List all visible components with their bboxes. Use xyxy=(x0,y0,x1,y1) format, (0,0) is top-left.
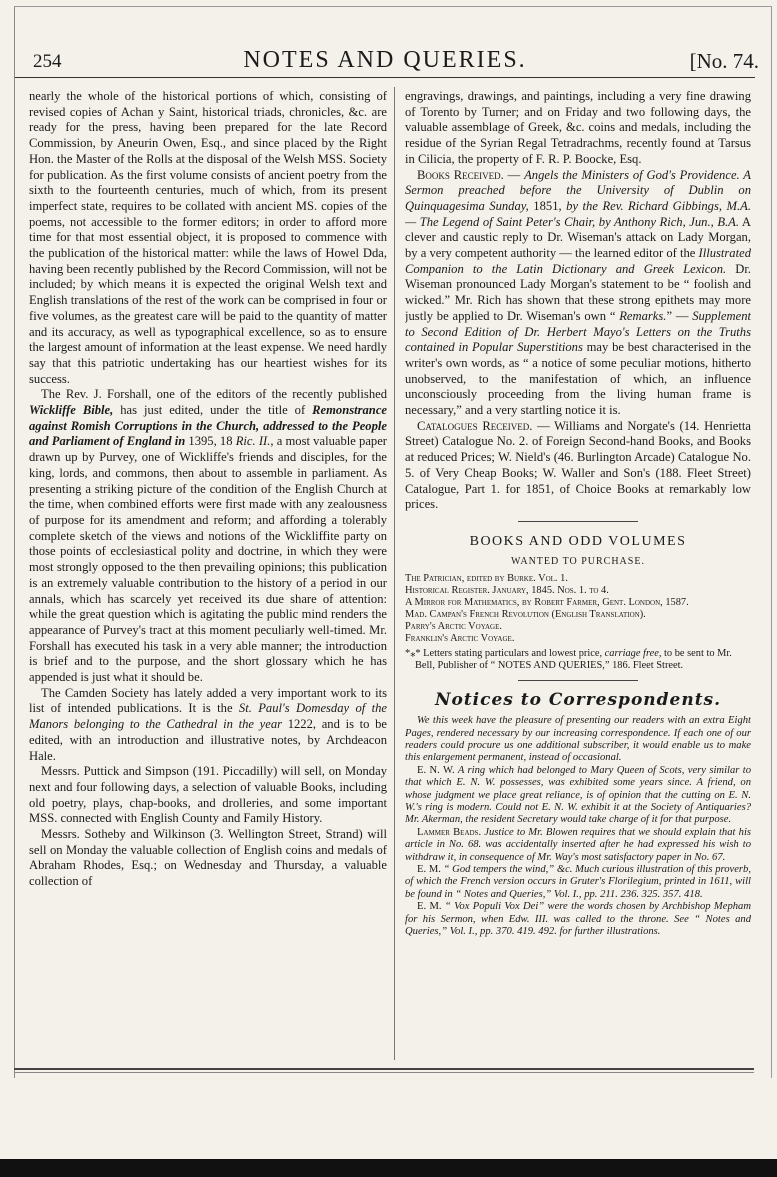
paragraph-sotheby: Messrs. Sotheby and Wilkinson (3. Wellington Street, Strand) will sell on Monday the valuable collection of English coins and medals of Abraham Rhodes, Esq.; on Wednesday and Thursday, a valuable collection of xyxy=(29,827,387,889)
left-column xyxy=(29,89,387,1058)
wanted-list xyxy=(405,573,751,672)
list-item: Mad. Campan's French Revolution (English Translation). xyxy=(405,609,646,621)
page-frame xyxy=(14,6,772,1078)
section-rule xyxy=(518,521,638,522)
bottom-rule xyxy=(14,1068,754,1070)
letters-instructions: *⁎* Letters stating particulars and lowest price, carriage free, to be sent to Mr. Bell, Publisher of “ NOTES AND QUERIES,” 186. Fleet Street. xyxy=(405,648,732,672)
notice-extra-pages: We this week have the pleasure of presenting our readers with an extra Eight Pages, rendered necessary by our increasing correspondence. If each one of our readers could procure us one additional subscriber, it would enable us to make this enlargement permanent, instead of occasional. xyxy=(405,715,751,764)
books-heading: BOOKS AND ODD VOLUMES xyxy=(469,533,687,549)
paragraph-puttick-simpson: Messrs. Puttick and Simpson (191. Piccadilly) will sell, on Monday next and four following days, a selection of valuable Books, including old poetry, plays, chap-books, and drolleries, and some important MSS. connected with English County and Family History. xyxy=(29,764,387,826)
paragraph-camden-society: The Camden Society has lately added a very important work to its list of intended publications. It is the St. Paul's Domesday of the Manors belonging to the Cathedral in the year 1222, and is to be edited, with an introduction and illustrative notes, by Archdeacon Hale. xyxy=(29,685,387,763)
paragraph-welsh-mss: nearly the whole of the historical portions of which, consisting of revised copies of Achan y Saint, historical triads, chronicles, &c. are ready for the press, having been prepared for the late Record Commission, by Aneurin Owen, Esq., and since placed by the Right Hon. the Master of the Rolls at the disposal of the Welsh MSS. Society for publication. As the first volume consists of ancient poetry from the sixth to the fourteenth centuries, much of which, from its present imperfect state, requires to be collated with ancient MS. copies of the poems, not accessible to the former editors; in order to afford more time for that most essential object, it is proposed to commence with the publication of the historical matter: while the laws of Howel Dda, having been recently published by the Record Commission, will not be included; by which means it is expected the original Welsh text and English translations of the rest of the work can be comprised in four or five volumes, as the greatest care will be paid to the quantity of matter and its accuracy, as well as typographical excellence, so as to ensure the largest amount of information at the least expense. We need hardly say that this patriotic undertaking has our heartiest wishes for its success. xyxy=(29,89,387,386)
list-item: The Patrician, edited by Burke. Vol. 1. xyxy=(405,573,568,585)
journal-title: NOTES AND QUERIES. xyxy=(243,47,527,73)
list-item: Franklin's Arctic Voyage. xyxy=(405,633,515,645)
notice-enw: E. N. W. A ring which had belonged to Mary Queen of Scots, very similar to that which E. N. W. possesses, was exhibited some years since. A friend, on whose judgment we place great reliance, is of opinion that the cutting on E. N. W.'s ring is modern. Could not E. N. W. exhibit it at the Society of Antiquaries? Mr. Akerman, the resident Secretary would take charge of it for that purpose. xyxy=(405,764,751,826)
list-item: Historical Register. January, 1845. Nos. 1. to 4. xyxy=(405,585,609,597)
list-item: A Mirror for Mathematics, by Robert Farmer, Gent. London, 1587. xyxy=(405,597,689,609)
section-rule xyxy=(518,680,638,681)
paragraph-engravings: engravings, drawings, and paintings, including a very fine drawing of Torento by Turner; and on Friday and two following days, the valuable assemblage of Greek, &c. coins and medals, including the residue of the Syrian Regal Tetradrachms, recently found at Tarsus in Cilicia, the property of F. R. P. Boocke, Esq. xyxy=(405,89,751,166)
paragraph-forshall: The Rev. J. Forshall, one of the editors of the recently published Wickliffe Bible, has just edited, under the title of Remonstrance against Romish Corruptions in the Church, addressed to the People and Parliament of England in 1395, 18 Ric. II., a most valuable paper drawn up by Purvey, one of Wickliffe's friends and disciples, for the king, lords, and commons, then about to assemble in parliament. As presenting a striking picture of the condition of the English Church at the time, when combined efforts were first made with any zealousness of purpose for its amendment and reform; and affording a tolerably complete sketch of the views and notions of the Wickliffite party on those points of ecclesiastical polity and doctrine, in which they were most strongly opposed to the then prevailing opinions; this publication is an extremely valuable contribution to the history of a period in our annals, which has scarcely yet received its due share of attention: while the great question which is agitating the public mind renders the appearance of Purvey's tract at this moment peculiarly well-timed. Mr. Forshall has executed his task in a very able manner; the introduction is brief and to the purpose, and the short glossary which he has appended is just what it should be. xyxy=(29,387,387,685)
notice-lammer-beads: Lammer Beads. Justice to Mr. Blowen requires that we should explain that his article in No. 68. was accidentally inserted after he had expressed his wish to withdraw it, in consequence of Mr. Way's most satisfactory paper in No. 67. xyxy=(405,826,751,863)
right-column xyxy=(405,89,751,1058)
scan-edge xyxy=(0,1159,777,1177)
notice-em-vox: E. M. “ Vox Populi Vox Dei” were the words chosen by Archbishop Mepham for his Sermon, when Edw. III. was called to the throne. See “ Notes and Queries,” Vol. I., pp. 370. 419. 492. for further illustrations. xyxy=(405,901,751,937)
bottom-rule-thin xyxy=(14,1072,754,1073)
wanted-subheading: WANTED TO PURCHASE. xyxy=(511,555,645,567)
paragraph-catalogues: Catalogues Received. — Williams and Norgate's (14. Henrietta Street) Catalogue No. 2. of Foreign Second-hand Books, and Books at reduced Prices; W. Nield's (46. Burlington Arcade) Catalogue No. 5. of Very Cheap Books; W. Waller and Son's (188. Fleet Street) Catalogue, Part 1. for 1851, of Choice Books at remarkably low prices. xyxy=(405,418,751,512)
page-number: 254 xyxy=(33,51,62,72)
notices-section xyxy=(405,715,751,938)
list-item: Parry's Arctic Voyage. xyxy=(405,621,502,633)
notice-em-wind: E. M. “ God tempers the wind,” &c. Much curious illustration of this proverb, of which the French version occurs in Gruter's Florilegium, printed in 1611, will be found in “ Notes and Queries,” Vol. I., pp. 211. 236. 325. 357. 418. xyxy=(405,863,751,900)
page-header xyxy=(15,37,759,78)
paragraph-books-received: Books Received. — Angels the Ministers of God's Providence. A Sermon preached before the University of Dublin on Quinquagesima Sunday, 1851, by the Rev. Richard Gibbings, M.A.— The Legend of Saint Peter's Chair, by Anthony Rich, Jun., B.A. A clever and caustic reply to Dr. Wiseman's attack on Lady Morgan, by a very competent authority — the learned editor of the Illustrated Companion to the Latin Dictionary and Greek Lexicon. Dr. Wiseman pronounced Lady Morgan's statement to be “ foolish and wicked.” Mr. Rich has shown that these strong epithets may more justly be applied to Dr. Wiseman's own “ Remarks.” — Supplement to Second Edition of Dr. Herbert Mayo's Letters on the Truths contained in Popular Superstitions may be best characterised in the writer's own words, as “ a notice of some peculiar motions, hitherto unobserved, to the manifestation of which, an influence unconsciously proceeding from the living human frame is necessary,” and a very startling notice it is. xyxy=(405,167,751,418)
issue-number: [No. 74. xyxy=(689,49,759,73)
column-divider xyxy=(394,87,395,1060)
notices-heading: Notices to Correspondents. xyxy=(434,690,722,711)
